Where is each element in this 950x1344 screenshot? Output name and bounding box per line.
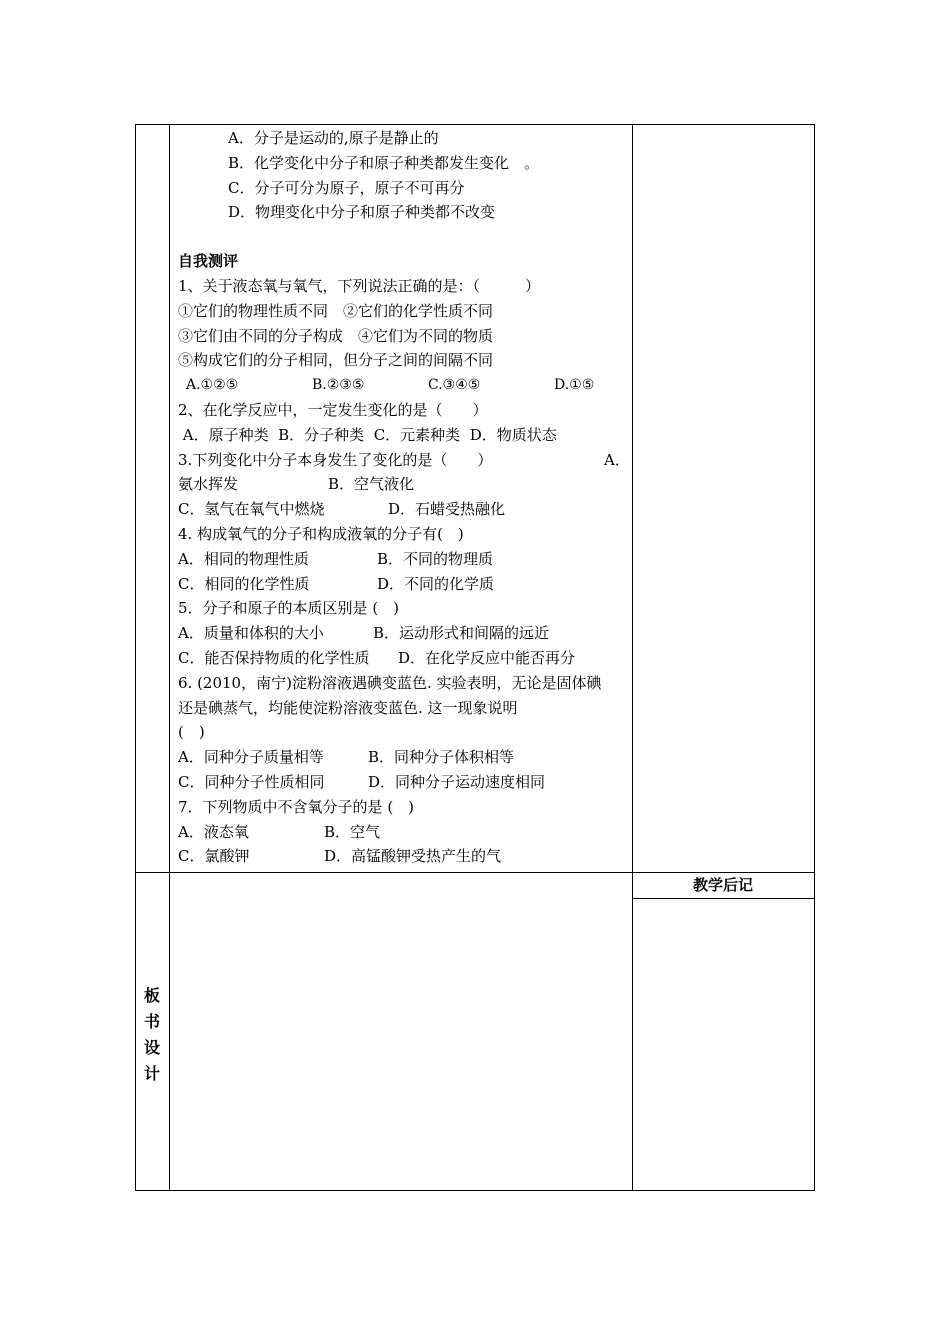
q7-option-d: D．高锰酸钾受热产生的气 bbox=[324, 847, 502, 866]
q1-option-c: C.③④⑤ bbox=[428, 377, 481, 394]
q6-option-c: C．同种分子性质相同 bbox=[178, 772, 325, 791]
self-test-heading: 自我测评 bbox=[178, 252, 239, 271]
q4-row1 bbox=[178, 547, 628, 572]
q4-stem: 4. 构成氧气的分子和构成液氧的分子有( ) bbox=[178, 524, 464, 543]
q6-option-d: D．同种分子运动速度相同 bbox=[368, 772, 546, 791]
q5-row1 bbox=[178, 621, 628, 646]
top-option-b: B．化学变化中分子和原子种类都发生变化 。 bbox=[228, 153, 540, 172]
q1-stem: 1、关于液态氧与氧气，下列说法正确的是：（ ） bbox=[178, 276, 541, 295]
q6-stem-2: 还是碘蒸气，均能使淀粉溶液变蓝色. 这一现象说明 bbox=[178, 698, 518, 717]
q1-option-b: B.②③⑤ bbox=[312, 377, 365, 394]
teaching-notes-title: 教学后记 bbox=[692, 876, 753, 894]
q6-option-a: A．同种分子质量相等 bbox=[178, 748, 324, 767]
board-design-char-4: 计 bbox=[143, 1064, 160, 1083]
top-option-d: D．物理变化中分子和原子种类都不改变 bbox=[228, 203, 496, 222]
q3-stem: 3.下列变化中分子本身发生了变化的是（ ） bbox=[178, 450, 493, 469]
q3-row1 bbox=[178, 472, 628, 497]
q3-stem-row bbox=[178, 448, 628, 473]
q1-statement-1: ①它们的物理性质不同 ②它们的化学性质不同 bbox=[178, 301, 494, 320]
q5-option-d: D．在化学反应中能否再分 bbox=[398, 648, 576, 667]
q6-option-b: B．同种分子体积相等 bbox=[368, 748, 515, 767]
q1-statement-2: ③它们由不同的分子构成 ④它们为不同的物质 bbox=[178, 326, 494, 345]
q7-option-a: A．液态氧 bbox=[178, 822, 249, 841]
q5-row2 bbox=[178, 646, 628, 671]
q6-stem-3: ( ) bbox=[178, 723, 205, 742]
q3-option-c: C．氢气在氧气中燃烧 bbox=[178, 500, 325, 519]
q1-options bbox=[178, 373, 628, 398]
q7-option-c: C．氯酸钾 bbox=[178, 847, 250, 866]
q7-row1 bbox=[178, 820, 628, 845]
q2-stem: 2、在化学反应中，一定发生变化的是（ ） bbox=[178, 400, 488, 419]
q6-stem-1: 6. (2010，南宁)淀粉溶液遇碘变蓝色. 实验表明，无论是固体碘 bbox=[178, 673, 602, 692]
q6-row2 bbox=[178, 770, 628, 795]
column-divider-right bbox=[632, 125, 633, 1190]
q5-stem: 5．分子和原子的本质区别是 ( ) bbox=[178, 599, 400, 618]
column-divider-left bbox=[169, 125, 170, 1190]
board-design-label bbox=[136, 983, 168, 1087]
q1-option-a: A.①②⑤ bbox=[186, 377, 239, 394]
q5-option-a: A．质量和体积的大小 bbox=[178, 624, 324, 643]
q2-options: A．原子种类 B．分子种类 C．元素种类 D．物质状态 bbox=[178, 425, 557, 444]
top-option-a: A．分子是运动的,原子是静止的 bbox=[228, 129, 439, 147]
q6-row1 bbox=[178, 745, 628, 770]
q4-row2 bbox=[178, 572, 628, 597]
q3-option-d: D．石蜡受热融化 bbox=[388, 500, 506, 519]
q1-statement-3: ⑤构成它们的分子相同，但分子之间的间隔不同 bbox=[178, 351, 494, 370]
q4-option-b: B．不同的物理质 bbox=[377, 549, 494, 568]
q3-option-a-label: A． bbox=[604, 450, 630, 469]
q5-option-b: B．运动形式和间隔的远近 bbox=[373, 624, 550, 643]
q7-row2 bbox=[178, 844, 628, 869]
q7-stem: 7．下列物质中不含氧分子的是 ( ) bbox=[178, 797, 415, 816]
board-design-char-1: 板 bbox=[143, 986, 160, 1005]
q7-option-b: B．空气 bbox=[324, 822, 381, 841]
exercise-content bbox=[178, 126, 628, 869]
top-option-c: C．分子可分为原子，原子不可再分 bbox=[228, 178, 465, 197]
board-design-char-3: 设 bbox=[143, 1038, 160, 1057]
q3-row2 bbox=[178, 497, 628, 522]
q1-option-d: D.①⑤ bbox=[554, 377, 595, 394]
q5-option-c: C．能否保持物质的化学性质 bbox=[178, 648, 370, 667]
board-design-char-2: 书 bbox=[143, 1012, 160, 1031]
notes-title-divider bbox=[632, 898, 814, 899]
q3-option-b: B．空气液化 bbox=[328, 475, 415, 494]
q3-option-a-text: 氨水挥发 bbox=[178, 475, 239, 494]
q4-option-c: C．相同的化学性质 bbox=[178, 574, 310, 593]
q4-option-a: A．相同的物理性质 bbox=[178, 549, 309, 568]
q4-option-d: D．不同的化学质 bbox=[377, 574, 495, 593]
